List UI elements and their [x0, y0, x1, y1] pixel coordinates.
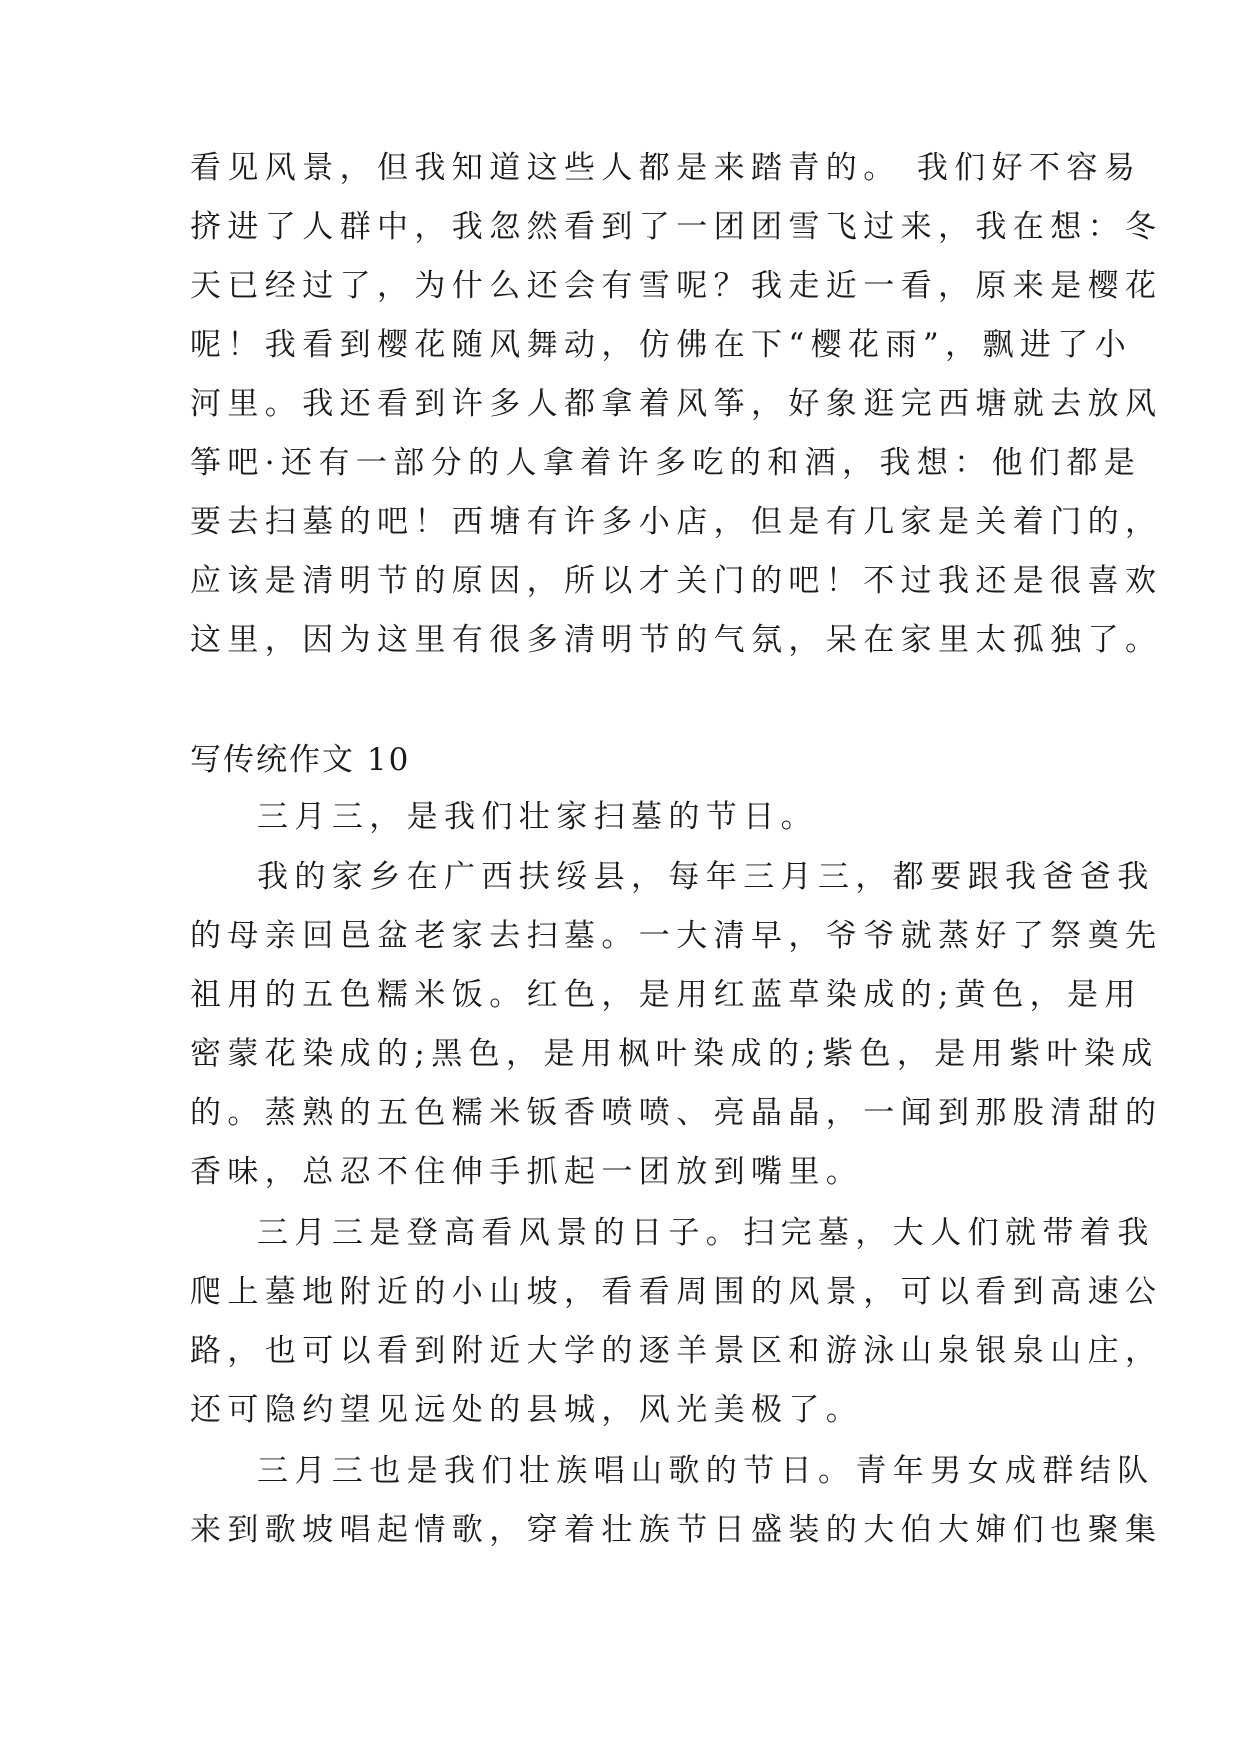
text-line: 这里，因为这里有很多清明节的气氛，呆在家里太孤独了。	[190, 622, 1163, 658]
text-line: 天已经过了，为什么还会有雪呢？我走近一看，原来是樱花	[190, 268, 1163, 304]
paragraph-line: 的。蒸熟的五色糯米钣香喷喷、亮晶晶，一闻到那股清甜的	[190, 1095, 1163, 1131]
text-line: 筝吧·还有一部分的人拿着许多吃的和酒，我想：他们都是	[190, 445, 1142, 481]
paragraph-line: 密蒙花染成的;黑色，是用枫叶染成的;紫色，是用紫叶染成	[190, 1036, 1159, 1072]
text-line: 看见风景，但我知道这些人都是来踏青的。 我们好不容易	[190, 150, 1142, 186]
paragraph-line: 路，也可以看到附近大学的逐羊景区和游泳山泉银泉山庄，	[190, 1333, 1163, 1369]
paragraph-line: 祖用的五色糯米饭。红色，是用红蓝草染成的;黄色，是用	[190, 977, 1142, 1013]
text-line: 挤进了人群中，我忽然看到了一团团雪飞过来，我在想：冬	[190, 209, 1163, 245]
paragraph-line: 还可隐约望见远处的县城，风光美极了。	[190, 1392, 864, 1428]
paragraph-line: 来到歌坡唱起情歌，穿着壮族节日盛装的大伯大婶们也聚集	[190, 1512, 1163, 1548]
paragraph-line: 的母亲回邑盆老家去扫墓。一大清早，爷爷就蒸好了祭奠先	[190, 918, 1163, 954]
paragraph-line: 三月三也是我们壮族唱山歌的节日。青年男女成群结队	[257, 1453, 1155, 1489]
paragraph-line: 我的家乡在广西扶绥县，每年三月三，都要跟我爸爸我	[257, 859, 1155, 895]
text-line: 呢！我看到樱花随风舞动，仿佛在下“樱花雨”，飘进了小	[190, 327, 1133, 363]
paragraph-line: 三月三是登高看风景的日子。扫完墓，大人们就带着我	[257, 1215, 1155, 1251]
essay-title: 写传统作文 10	[190, 742, 411, 778]
text-line: 要去扫墓的吧！西塘有许多小店，但是有几家是关着门的，	[190, 504, 1163, 540]
text-line: 应该是清明节的原因，所以才关门的吧！不过我还是很喜欢	[190, 563, 1163, 599]
text-line: 河里。我还看到许多人都拿着风筝，好象逛完西塘就去放风	[190, 386, 1163, 422]
paragraph-line: 香味，总忍不住伸手抓起一团放到嘴里。	[190, 1154, 864, 1190]
paragraph-line: 爬上墓地附近的小山坡，看看周围的风景，可以看到高速公	[190, 1274, 1163, 1310]
paragraph-line: 三月三，是我们壮家扫墓的节日。	[257, 799, 818, 835]
